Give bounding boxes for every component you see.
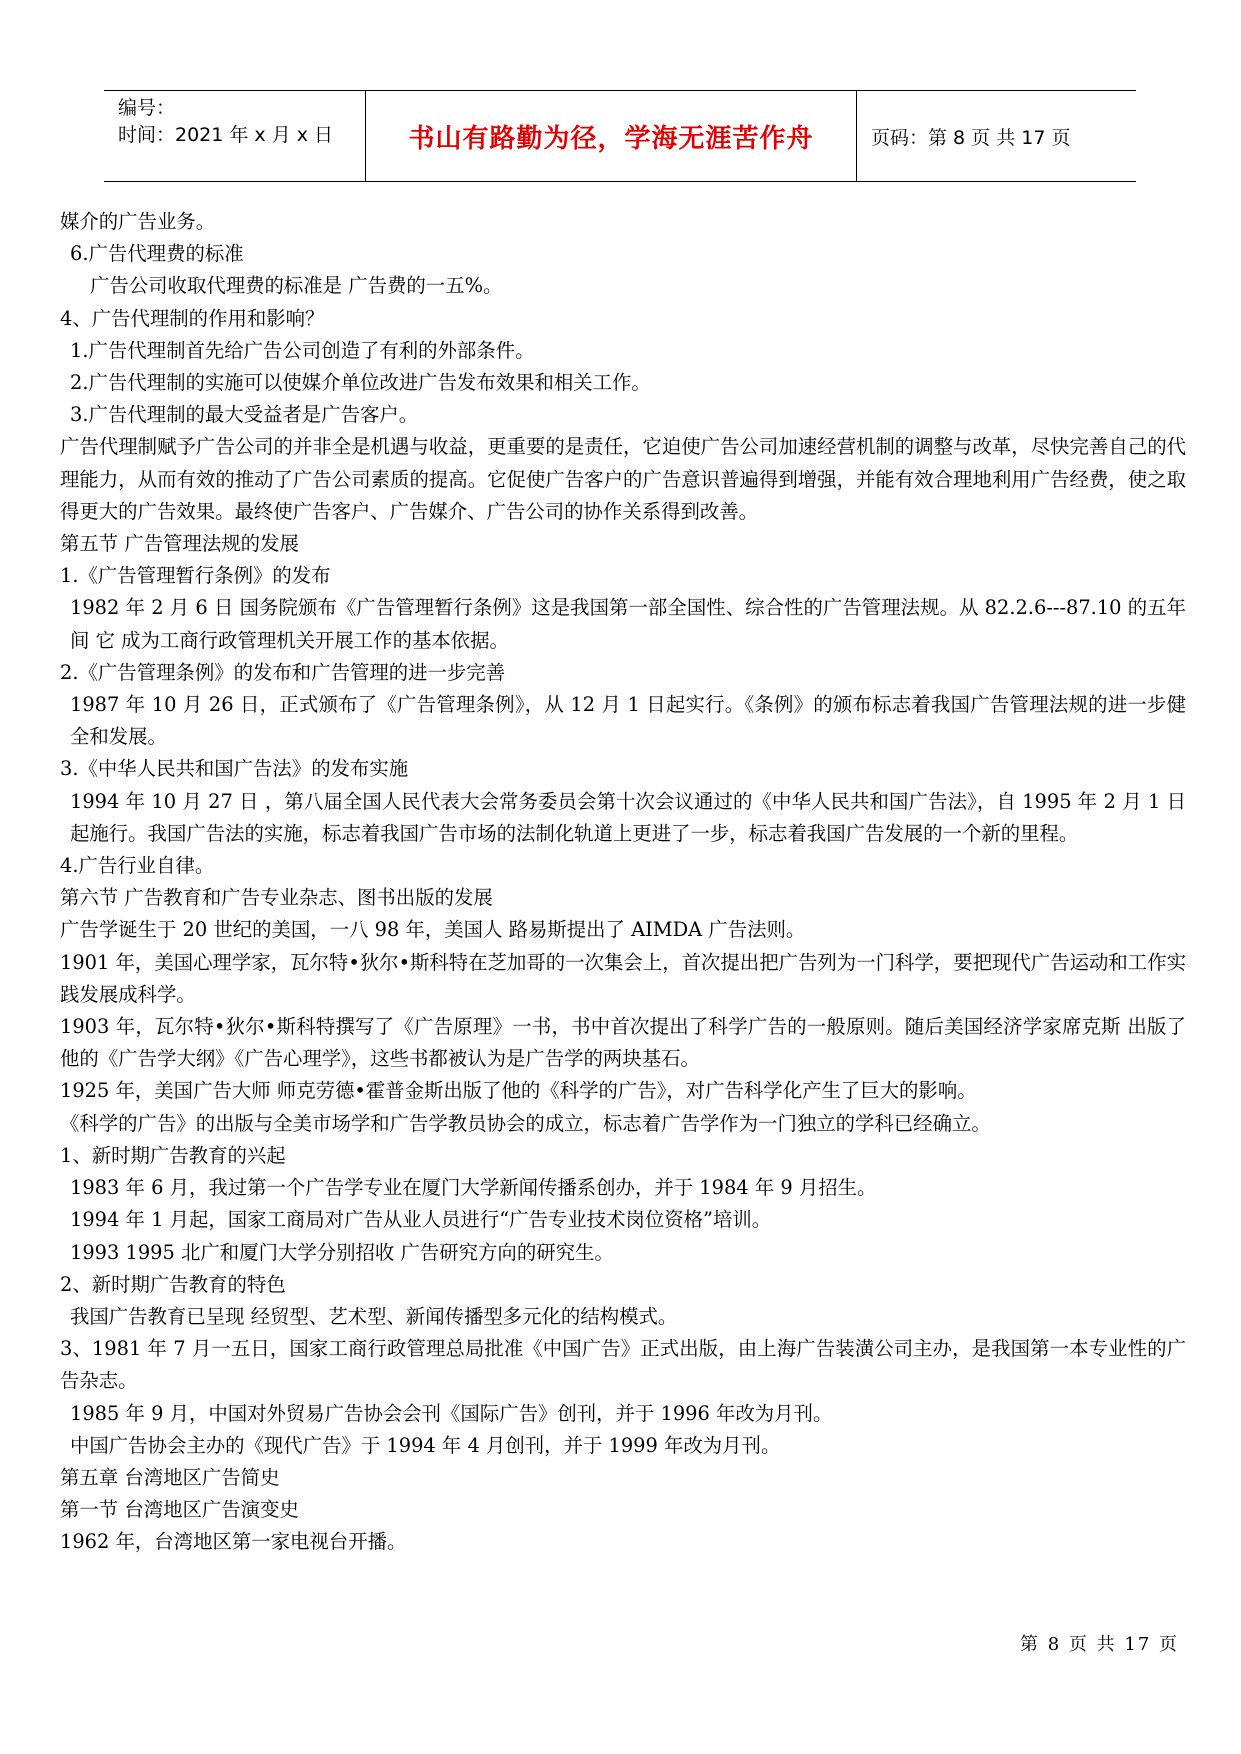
body-paragraph: 2.广告代理制的实施可以使媒介单位改进广告发布效果和相关工作。 <box>70 371 651 395</box>
body-paragraph: 媒介的广告业务。 <box>60 210 216 233</box>
body-paragraph: 中国广告协会主办的《现代广告》于 1994 年 4 月创刊，并于 1999 年改为月刊。 <box>70 1433 781 1457</box>
body-paragraph: 1983 年 6 月，我过第一个广告学专业在厦门大学新闻传播系创办，并于 1984 年 9 月招生。 <box>70 1176 877 1200</box>
body-paragraph: 3、1981 年 7 月一五日，国家工商行政管理总局批准《中国广告》正式出版，由上海广告装潢公司主办，是我国第一本专业性的广告杂志。 <box>60 1337 1186 1393</box>
body-paragraph: 1.《广告管理暂行条例》的发布 <box>60 564 331 588</box>
body-paragraph: 6.广告代理费的标准 <box>70 242 244 266</box>
body-paragraph: 广告代理制赋予广告公司的并非全是机遇与收益，更重要的是责任，它迫使广告公司加速经营机制的调整与改革，尽快完善自己的代理能力，从而有效的推动了广告公司素质的提高。它促使广告客户的广告意识普遍得到增强，并能有效合理地利用广告经费，使之取得更大的广告效果。最终使广告客户、广告媒介、广告公司的协作关系得到改善。 <box>60 435 1186 523</box>
body-paragraph: 1962 年，台湾地区第一家电视台开播。 <box>60 1530 407 1554</box>
body-paragraph: 1985 年 9 月，中国对外贸易广告协会会刊《国际广告》创刊，并于 1996 年改为月刊。 <box>70 1401 833 1425</box>
body-paragraph: 3.《中华人民共和国广告法》的发布实施 <box>60 757 409 781</box>
body-paragraph: 第五章 台湾地区广告简史 <box>60 1465 280 1489</box>
page-footer: 第 8 页 共 17 页 <box>1020 1634 1179 1655</box>
body-paragraph: 1、新时期广告教育的兴起 <box>60 1143 286 1167</box>
body-paragraph: 广告公司收取代理费的标准是 广告费的一五%。 <box>90 274 503 298</box>
body-paragraph: 1925 年，美国广告大师 师克劳德•霍普金斯出版了他的《科学的广告》，对广告科学化产生了巨大的影响。 <box>60 1079 977 1103</box>
body-paragraph: 第一节 台湾地区广告演变史 <box>60 1498 299 1522</box>
body-paragraph: 1993 1995 北广和厦门大学分别招收 广告研究方向的研究生。 <box>70 1240 614 1264</box>
body-paragraph: 1982 年 2 月 6 日 国务院颁布《广告管理暂行条例》这是我国第一部全国性、综合性的广告管理法规。从 82.2.6---87.10 的五年间 它 成为工商行政管理机关开展工作的基本依据。 <box>70 596 1186 652</box>
document-body <box>60 206 1186 1559</box>
body-paragraph: 广告学诞生于 20 世纪的美国，一八 98 年，美国人 路易斯提出了 AIMDA 广告法则。 <box>60 918 806 942</box>
document-number-label: 编号： <box>118 97 176 119</box>
body-paragraph: 1903 年，瓦尔特•狄尔•斯科特撰写了《广告原理》一书，书中首次提出了科学广告的一般原则。随后美国经济学家席克斯 出版了他的《广告学大纲》《广告心理学》，这些书都被认为是广告学的两块基石。 <box>60 1015 1186 1071</box>
body-paragraph: 1987 年 10 月 26 日，正式颁布了《广告管理条例》，从 12 月 1 日起实行。《条例》的颁布标志着我国广告管理法规的进一步健全和发展。 <box>70 693 1186 749</box>
body-paragraph: 1994 年 1 月起，国家工商局对广告从业人员进行“广告专业技术岗位资格”培训。 <box>70 1208 772 1232</box>
header-motto: 书山有路勤为径，学海无涯苦作舟 <box>366 91 857 181</box>
body-paragraph: 4.广告行业自律。 <box>60 854 215 878</box>
header-page-label: 页码：第 8 页 共 17 页 <box>871 126 1071 149</box>
document-time-label: 时间：2021 年 x 月 x 日 <box>118 124 334 146</box>
body-paragraph: 1.广告代理制首先给广告公司创造了有利的外部条件。 <box>70 338 535 362</box>
body-paragraph: 1994 年 10 月 27 日 ，第八届全国人民代表大会常务委员会第十次会议通过的《中华人民共和国广告法》，自 1995 年 2 月 1 日起施行。我国广告法的实施，标志着我国广告市场的法制化轨道上更进了一步，标志着我国广告发展的一个新的里程。 <box>70 789 1186 845</box>
page-header <box>104 90 1136 182</box>
body-paragraph: 2.《广告管理条例》的发布和广告管理的进一步完善 <box>60 660 506 684</box>
body-paragraph: 3.广告代理制的最大受益者是广告客户。 <box>70 403 419 427</box>
body-paragraph: 我国广告教育已呈现 经贸型、艺术型、新闻传播型多元化的结构模式。 <box>70 1304 678 1328</box>
body-paragraph: 第六节 广告教育和广告专业杂志、图书出版的发展 <box>60 886 493 910</box>
body-paragraph: 2、新时期广告教育的特色 <box>60 1272 286 1296</box>
body-paragraph: 1901 年，美国心理学家，瓦尔特•狄尔•斯科特在芝加哥的一次集会上，首次提出把广告列为一门科学，要把现代广告运动和工作实践发展成科学。 <box>60 950 1186 1006</box>
body-paragraph: 《科学的广告》的出版与全美市场学和广告学教员协会的成立，标志着广告学作为一门独立的学科已经确立。 <box>60 1111 991 1135</box>
body-paragraph: 第五节 广告管理法规的发展 <box>60 532 299 556</box>
body-paragraph: 4、广告代理制的作用和影响？ <box>60 306 325 330</box>
header-info-cell <box>104 91 366 181</box>
